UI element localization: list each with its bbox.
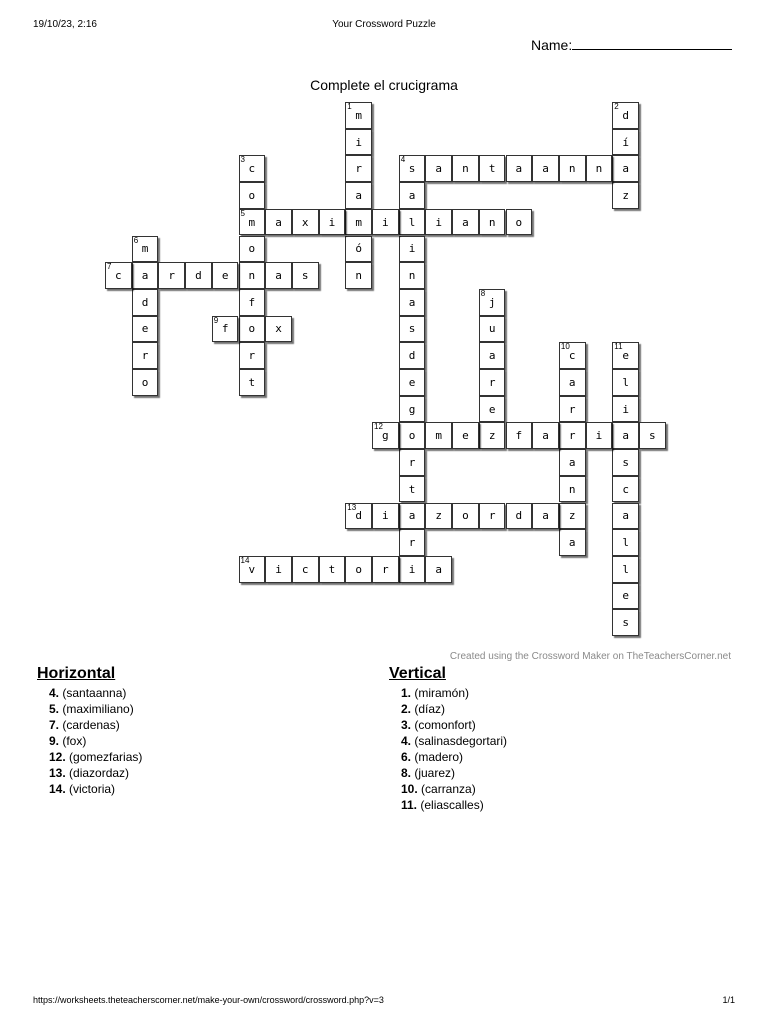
clue-item [49,765,142,781]
crossword-cell[interactable] [399,262,426,289]
crossword-cell[interactable] [345,102,372,129]
crossword-cell[interactable] [345,155,372,182]
cell-letter: r [382,562,389,576]
cell-letter: d [141,295,149,309]
crossword-cell[interactable] [532,503,559,530]
crossword-cell[interactable] [399,236,426,263]
crossword-cell[interactable] [506,155,533,182]
cell-letter: í [622,135,629,149]
clue-item [401,685,507,701]
crossword-cell[interactable] [425,503,452,530]
crossword-cell[interactable] [506,209,533,236]
crossword-cell[interactable] [345,503,372,530]
crossword-cell[interactable] [559,476,586,503]
cell-letter: l [408,215,416,229]
cell-letter: a [462,215,469,229]
clue-number: 4 [400,155,406,165]
cell-letter: d [515,509,523,523]
crossword-cell[interactable] [292,556,319,583]
clue-answer: (gomezfarias) [65,750,143,764]
cell-letter: a [515,162,523,176]
crossword-cell[interactable] [132,289,159,316]
cell-letter: a [568,375,576,389]
crossword-cell[interactable] [612,609,639,636]
crossword-cell[interactable] [212,316,239,343]
crossword-cell[interactable] [612,129,639,156]
cell-letter: e [622,589,629,603]
cell-letter: m [141,242,149,256]
cell-letter: a [141,269,149,283]
clue-number: 6 [133,235,139,245]
crossword-cell[interactable] [239,262,266,289]
clue-number: 9 [213,315,219,325]
clue-number: 8. [401,766,412,780]
cell-letter: z [568,509,576,523]
crossword-cell[interactable] [239,236,266,263]
name-label: Name: [531,37,573,53]
cell-letter: o [248,322,256,336]
clue-answer: (maximiliano) [59,702,134,716]
crossword-cell[interactable] [612,556,639,583]
cell-letter: e [622,349,629,363]
crossword-cell[interactable] [399,556,426,583]
cell-letter: s [408,162,416,176]
crossword-cell[interactable] [479,396,506,423]
cell-letter: n [568,482,576,496]
vertical-clues [389,665,507,813]
clue-number: 1 [347,102,352,111]
document-title: Your Crossword Puzzle [332,19,436,30]
cell-letter: r [141,349,149,363]
cell-letter: m [355,108,362,122]
cell-letter: z [435,509,443,523]
crossword-cell[interactable] [612,396,639,423]
clue-number: 2. [401,702,412,716]
cell-letter: c [248,162,256,176]
clue-item [401,701,507,717]
crossword-cell[interactable] [399,289,426,316]
cell-letter: a [488,349,496,363]
cell-letter: ó [355,242,362,256]
cell-letter: n [568,162,576,176]
crossword-cell[interactable] [399,209,426,236]
clue-answer: (salinasdegortari) [411,734,508,748]
cell-letter: i [622,402,629,416]
print-datetime: 19/10/23, 2:16 [33,19,97,30]
crossword-cell[interactable] [399,529,426,556]
crossword-cell[interactable] [345,556,372,583]
clue-answer: (díaz) [411,702,446,716]
cell-letter: a [355,188,362,202]
crossword-cell[interactable] [239,316,266,343]
cell-letter: o [248,188,256,202]
cell-letter: j [488,295,496,309]
crossword-cell[interactable] [212,262,239,289]
cell-letter: i [595,429,603,443]
cell-letter: a [622,509,629,523]
clue-item [401,797,507,813]
crossword-cell[interactable] [612,369,639,396]
cell-letter: i [435,215,443,229]
crossword-cell[interactable] [372,422,399,449]
clue-answer: (santaanna) [59,686,127,700]
crossword-cell[interactable] [158,262,185,289]
crossword-cell[interactable] [265,316,292,343]
cell-letter: a [568,455,576,469]
cell-letter: r [568,429,576,443]
cell-letter: c [115,269,122,283]
clue-number: 5. [49,702,60,716]
cell-letter: a [542,429,549,443]
clue-answer: (comonfort) [411,718,476,732]
clue-item [49,701,142,717]
horizontal-clues-heading: Horizontal [37,665,116,682]
clue-item [401,717,507,733]
crossword-cell[interactable] [345,209,372,236]
crossword-cell[interactable] [425,422,452,449]
crossword-cell[interactable] [612,529,639,556]
cell-letter: r [248,349,256,363]
clue-item [401,781,507,797]
crossword-cell[interactable] [479,316,506,343]
crossword-cell[interactable] [399,396,426,423]
clue-answer: (cardenas) [59,718,120,732]
cell-letter: l [622,536,629,550]
crossword-cell[interactable] [105,262,132,289]
crossword-cell[interactable] [132,369,159,396]
crossword-cell[interactable] [559,449,586,476]
cell-letter: v [248,562,256,576]
clue-number: 4. [401,734,412,748]
cell-letter: u [488,322,496,336]
crossword-cell[interactable] [132,342,159,369]
footer-page-number: 1/1 [722,995,735,1005]
crossword-cell[interactable] [239,155,266,182]
cell-letter: d [408,349,416,363]
cell-letter: r [168,269,176,283]
crossword-cell[interactable] [425,209,452,236]
clue-answer: (madero) [411,750,464,764]
cell-letter: e [408,375,416,389]
cell-letter: l [622,562,629,576]
cell-letter: n [462,162,469,176]
clue-number: 6. [401,750,412,764]
cell-letter: r [408,536,416,550]
clue-answer: (diazordaz) [65,766,130,780]
clue-number: 3. [401,718,412,732]
crossword-cell[interactable] [479,422,506,449]
cell-letter: x [275,322,282,336]
cell-letter: n [488,215,496,229]
crossword-cell[interactable] [479,289,506,316]
crossword-cell[interactable] [319,556,346,583]
crossword-cell[interactable] [612,102,639,129]
crossword-cell[interactable] [399,503,426,530]
clue-number: 4. [49,686,60,700]
cell-letter: o [355,562,362,576]
crossword-cell[interactable] [452,209,479,236]
cell-letter: i [382,215,389,229]
crossword-cell[interactable] [612,503,639,530]
cell-letter: s [408,322,416,336]
clue-answer: (eliascalles) [417,798,484,812]
cell-letter: l [622,375,629,389]
vertical-clues-heading: Vertical [389,665,446,682]
horizontal-clues [37,665,142,797]
cell-letter: s [622,616,629,630]
clue-answer: (victoria) [65,782,116,796]
crossword-cell[interactable] [399,342,426,369]
crossword-cell[interactable] [239,369,266,396]
crossword-cell[interactable] [612,422,639,449]
clue-item [401,765,507,781]
cell-letter: n [248,269,256,283]
cell-letter: t [328,562,336,576]
cell-letter: a [435,162,443,176]
cell-letter: o [515,215,523,229]
cell-letter: a [408,509,416,523]
cell-letter: f [221,322,229,336]
clue-number: 12 [374,422,383,432]
crossword-cell[interactable] [399,316,426,343]
clue-number: 7. [49,718,60,732]
horizontal-clue-list [37,685,142,797]
crossword-cell[interactable] [239,556,266,583]
crossword-cell[interactable] [372,209,399,236]
cell-letter: i [328,215,336,229]
crossword-cell[interactable] [399,422,426,449]
cell-letter: a [408,295,416,309]
crossword-cell[interactable] [452,155,479,182]
cell-letter: i [275,562,282,576]
cell-letter: n [408,269,416,283]
crossword-cell[interactable] [612,449,639,476]
crossword-cell[interactable] [639,422,666,449]
clue-number: 13. [49,766,66,780]
clue-number: 11 [614,342,623,352]
crossword-cell[interactable] [479,369,506,396]
crossword-cell[interactable] [532,155,559,182]
clue-item [49,781,142,797]
clue-number: 13 [347,502,357,512]
crossword-cell[interactable] [559,503,586,530]
cell-letter: o [462,509,469,523]
clue-number: 2 [614,102,619,111]
crossword-cell[interactable] [452,422,479,449]
cell-letter: i [408,242,416,256]
clue-number: 9. [49,734,60,748]
crossword-cell[interactable] [586,155,613,182]
cell-letter: o [408,429,416,443]
crossword-cell[interactable] [345,262,372,289]
cell-letter: a [275,215,282,229]
cell-letter: o [248,242,256,256]
crossword-cell[interactable] [372,556,399,583]
crossword-cell[interactable] [399,155,426,182]
cell-letter: a [542,162,549,176]
crossword-cell[interactable] [506,503,533,530]
crossword-cell[interactable] [559,529,586,556]
cell-letter: d [355,509,362,523]
crossword-cell[interactable] [239,342,266,369]
crossword-cell[interactable] [185,262,212,289]
cell-letter: e [462,429,469,443]
cell-letter: i [408,562,416,576]
crossword-cell[interactable] [132,236,159,263]
clue-number: 1. [401,686,412,700]
cell-letter: f [515,429,523,443]
clue-number: 10. [401,782,418,796]
crossword-cell[interactable] [265,262,292,289]
cell-letter: a [275,269,282,283]
cell-letter: i [355,135,362,149]
crossword-cell[interactable] [425,155,452,182]
crossword-cell[interactable] [265,209,292,236]
clue-item [49,749,142,765]
clue-number: 8 [480,288,486,298]
crossword-cell[interactable] [132,316,159,343]
cell-letter: m [248,215,256,229]
clue-answer: (juarez) [411,766,456,780]
crossword-cell[interactable] [612,583,639,610]
cell-letter: f [248,295,256,309]
crossword-cell[interactable] [265,556,292,583]
clue-number: 11. [401,798,418,812]
clue-answer: (miramón) [411,686,470,700]
cell-letter: n [595,162,603,176]
clue-answer: (fox) [59,734,87,748]
crossword-cell[interactable] [612,182,639,209]
clue-item [49,717,142,733]
puzzle-title: Complete el crucigrama [310,77,458,93]
cell-letter: c [622,482,629,496]
cell-letter: a [542,509,549,523]
clue-number: 5 [240,208,245,218]
crossword-cell[interactable] [399,369,426,396]
crossword-cell[interactable] [239,182,266,209]
crossword-cell[interactable] [239,289,266,316]
cell-letter: r [568,402,576,416]
cell-letter: g [382,429,389,443]
cell-letter: s [301,269,309,283]
crossword-cell[interactable] [559,342,586,369]
cell-letter: c [568,349,576,363]
crossword-cell[interactable] [479,209,506,236]
cell-letter: e [221,269,229,283]
clue-item [49,733,142,749]
cell-letter: e [141,322,149,336]
cell-letter: m [355,215,362,229]
cell-letter: c [301,562,309,576]
crossword-cell[interactable] [479,342,506,369]
crossword-cell[interactable] [559,422,586,449]
crossword-cell[interactable] [559,155,586,182]
crossword-cell[interactable] [532,422,559,449]
crossword-cell[interactable] [319,209,346,236]
cell-letter: r [488,509,496,523]
crossword-cell[interactable] [345,236,372,263]
crossword-cell[interactable] [292,262,319,289]
cell-letter: e [488,402,496,416]
cell-letter: n [355,269,362,283]
cell-letter: t [408,482,416,496]
crossword-cell[interactable] [425,556,452,583]
cell-letter: g [408,402,416,416]
crossword-cell[interactable] [506,422,533,449]
clue-number: 10 [560,342,570,352]
crossword-cell[interactable] [399,182,426,209]
crossword-cell[interactable] [239,209,266,236]
cell-letter: z [488,429,496,443]
cell-letter: z [622,188,629,202]
cell-letter: r [355,162,362,176]
cell-letter: r [408,455,416,469]
cell-letter: r [488,375,496,389]
cell-letter: d [195,269,202,283]
clue-item [401,749,507,765]
cell-letter: t [488,162,496,176]
clue-number: 14. [49,782,66,796]
crossword-cell[interactable] [559,396,586,423]
crossword-cell[interactable] [479,503,506,530]
cell-letter: a [435,562,443,576]
crossword-cell[interactable] [612,155,639,182]
crossword-maker-credit: Created using the Crossword Maker on TheTeachersCorner.net [449,651,731,662]
crossword-cell[interactable] [399,476,426,503]
footer-url: https://worksheets.theteacherscorner.net/make-your-own/crossword/crossword.php?v=3 [33,995,384,1005]
crossword-cell[interactable] [345,182,372,209]
clue-item [401,733,507,749]
cell-letter: t [248,375,256,389]
vertical-clue-list [389,685,507,813]
cell-letter: x [301,215,309,229]
crossword-cell[interactable] [479,155,506,182]
cell-letter: i [382,509,389,523]
crossword-cell[interactable] [612,476,639,503]
clue-number: 12. [49,750,66,764]
cell-letter: s [622,455,629,469]
cell-letter: s [649,429,656,443]
cell-letter: m [435,429,443,443]
cell-letter: o [141,375,149,389]
cell-letter: a [408,188,416,202]
clue-item [49,685,142,701]
crossword-cell[interactable] [612,342,639,369]
crossword-cell[interactable] [292,209,319,236]
cell-letter: a [568,536,576,550]
crossword-cell[interactable] [399,449,426,476]
crossword-cell[interactable] [586,422,613,449]
crossword-cell[interactable] [372,503,399,530]
clue-number: 14 [240,555,250,565]
cell-letter: a [622,162,629,176]
crossword-cell[interactable] [132,262,159,289]
clue-number: 7 [107,262,112,272]
crossword-cell[interactable] [559,369,586,396]
crossword-cell[interactable] [452,503,479,530]
clue-number: 3 [240,155,245,165]
cell-letter: d [622,108,629,122]
cell-letter: a [622,429,629,443]
crossword-cell[interactable] [345,129,372,156]
clue-answer: (carranza) [417,782,476,796]
